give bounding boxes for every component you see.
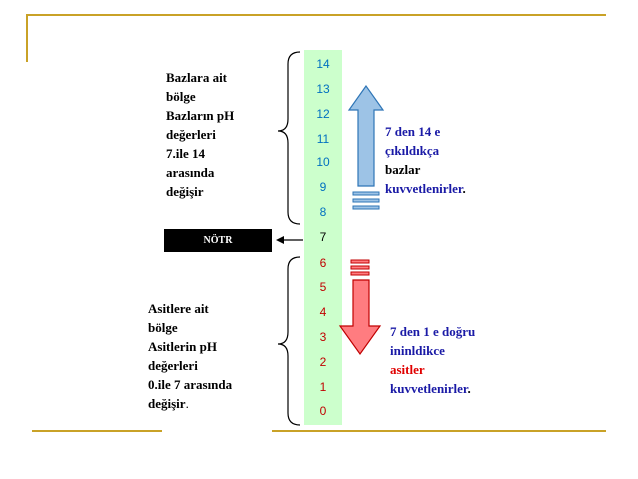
ph-tick-2: 2 xyxy=(319,355,327,369)
acid-region-period: . xyxy=(185,396,189,411)
down-arrow-note xyxy=(390,322,475,398)
ph-tick-6: 6 xyxy=(319,256,327,270)
base-region-description xyxy=(166,68,234,201)
down-note-line: kuvvetlenirler. xyxy=(390,381,471,396)
acid-region-line: değerleri xyxy=(148,358,198,373)
base-region-line: 7.ile 14 xyxy=(166,146,205,161)
base-region-line: değişir xyxy=(166,184,204,199)
base-region-line: Bazlara ait xyxy=(166,70,228,85)
acid-region-line: bölge xyxy=(148,320,178,335)
base-region-line: bölge xyxy=(166,89,196,104)
ph-tick-9: 9 xyxy=(319,180,327,194)
acid-region-line: Asitlere ait xyxy=(148,301,209,316)
ph-tick-11: 11 xyxy=(316,132,330,146)
neutral-label-box: NÖTR xyxy=(164,229,272,252)
acid-region-line: 0.ile 7 arasında xyxy=(148,377,233,392)
up-note-period: . xyxy=(462,181,466,196)
base-region-brace xyxy=(278,52,300,224)
up-arrow-note xyxy=(385,122,466,198)
acid-region-brace xyxy=(278,257,300,425)
ph-tick-10: 10 xyxy=(316,155,330,169)
base-region-line: arasında xyxy=(166,165,215,180)
down-note-line: ininldikce xyxy=(390,343,445,358)
down-note-line: asitler xyxy=(390,362,425,377)
ph-tick-7: 7 xyxy=(319,230,327,244)
up-note-line: 7 den 14 e xyxy=(385,124,441,139)
ph-tick-5: 5 xyxy=(319,280,327,294)
acid-region-line: Asitlerin pH xyxy=(148,339,217,354)
ph-tick-0: 0 xyxy=(319,404,327,418)
ph-tick-3: 3 xyxy=(319,330,327,344)
ph-tick-14: 14 xyxy=(316,57,330,71)
ph-tick-13: 13 xyxy=(316,82,330,96)
ph-tick-12: 12 xyxy=(316,107,330,121)
up-note-line: çıkıldıkça xyxy=(385,143,440,158)
acid-region-line: değişir. xyxy=(148,396,189,411)
down-note-period: . xyxy=(467,381,471,396)
ph-tick-1: 1 xyxy=(319,380,327,394)
acid-region-description xyxy=(148,299,232,413)
up-note-line: bazlar xyxy=(385,162,421,177)
base-region-line: değerleri xyxy=(166,127,216,142)
up-arrow-icon xyxy=(349,86,383,209)
down-note-line: 7 den 1 e doğru xyxy=(390,324,476,339)
base-region-line: Bazların pH xyxy=(166,108,235,123)
up-note-line: kuvvetlenirler. xyxy=(385,181,466,196)
down-arrow-icon xyxy=(340,260,380,354)
ph-tick-8: 8 xyxy=(319,205,327,219)
neutral-pointer-arrow xyxy=(276,236,303,244)
ph-tick-4: 4 xyxy=(319,305,327,319)
